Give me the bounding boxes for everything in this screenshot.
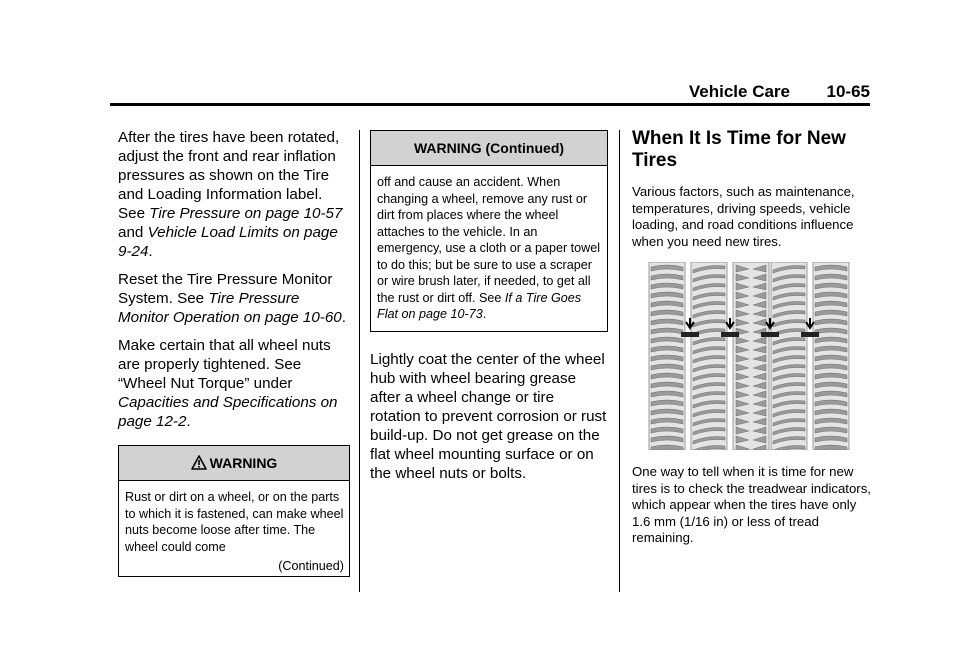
page-header [110,82,870,102]
wheel-hub-paragraph: Lightly coat the center of the wheel hub with wheel bearing grease after a wheel change or tire rotation to prevent corrosion or rust build-up. Do not get grease on the flat wheel mounting surface or on the wheel nuts or bolts. [370,350,607,482]
page-number: 10-65 [826,82,870,101]
warning-header [119,446,349,481]
factors-paragraph: Various factors, such as maintenance, temperatures, driving speeds, vehicle loading, and road conditions influence when you need new tires. [632,184,855,249]
rotation-paragraph: After the tires have been rotated, adjust the front and rear inflation pressures as shown on the Tire and Loading Information label. See Tire Pressure on page 10-57 and Vehicle Load Limits on page 9-24. [118,129,343,260]
section-title: Vehicle Care [688,82,790,101]
section-heading: When It Is Time for New Tires [632,128,846,171]
column-middle [370,128,608,492]
warning-body: Rust or dirt on a wheel, or on the parts to which it is fastened, can make wheel nuts become loose after time. The wheel could come [125,490,344,554]
column-left [118,128,350,577]
warning-box [118,445,350,577]
capacities-link[interactable]: Capacities and Specifications on page 12-2 [118,394,338,430]
treadwear-indicator-illustration [645,262,851,450]
column-divider-1 [359,130,360,592]
treadwear-paragraph: One way to tell when it is time for new tires is to check the treadwear indicators, which appear when the tires have only 1.6 mm (1/16 in) or less of tread remaining. [632,464,871,545]
tpms-paragraph: Reset the Tire Pressure Monitor System. See Tire Pressure Monitor Operation on page 10-60. [118,271,346,326]
wheel-nuts-paragraph: Make certain that all wheel nuts are properly tightened. See “Wheel Nut Torque” under Capacities and Specifications on page 12-2. [118,337,338,430]
column-divider-2 [619,130,620,592]
tpms-operation-link[interactable]: Tire Pressure Monitor Operation on page 10-60 [118,290,342,326]
tire-pressure-link[interactable]: Tire Pressure on page 10-57 [149,205,343,222]
header-rule [110,103,870,106]
warning-continued-box [370,130,608,332]
column-right [632,128,872,556]
warning-continued-body: off and cause an accident. When changing a wheel, remove any rust or dirt from places where the wheel attaches to the vehicle. In an emergency, use a cloth or a paper towel to do this; but be sure to use a scraper or wire brush later, if needed, to get all the rust or dirt off. See If a Tire Goes Flat on page 10-73. [377,175,601,321]
warning-continued: (Continued) [278,559,344,573]
warning-title: WARNING [209,455,278,471]
warning-triangle-icon [191,455,207,470]
vehicle-load-limits-link[interactable]: Vehicle Load Limits on page 9-24 [118,224,338,260]
flat-tire-link[interactable]: If a Tire Goes Flat on page 10-73 [377,290,582,321]
warning-continued-header: WARNING (Continued) [371,131,607,166]
